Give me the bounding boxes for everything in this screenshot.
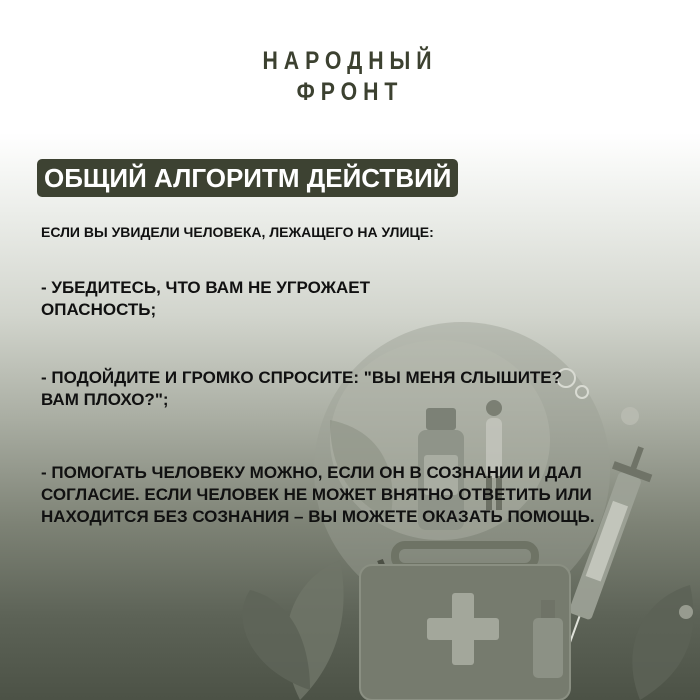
page-title: ОБЩИЙ АЛГОРИТМ ДЕЙСТВИЙ: [37, 159, 458, 197]
brand-logo-line-2: ФРОНТ: [296, 78, 404, 106]
step-item: - УБЕДИТЕСЬ, ЧТО ВАМ НЕ УГРОЖАЕТ ОПАСНОСТЬ;: [41, 278, 370, 319]
step-item: - ПОМОГАТЬ ЧЕЛОВЕКУ МОЖНО, ЕСЛИ ОН В СОЗНАНИИ И ДАЛ СОГЛАСИЕ. ЕСЛИ ЧЕЛОВЕК НЕ МОЖЕТ ВНЯТНО ОТВЕТИТЬ ИЛИ НАХОДИТСЯ БЕЗ СОЗНАНИЯ – ВЫ МОЖЕТЕ ОКАЗАТЬ ПОМОЩЬ.: [41, 463, 595, 526]
brand-logo-line-1: НАРОДНЫЙ: [262, 47, 438, 75]
intro-text: ЕСЛИ ВЫ УВИДЕЛИ ЧЕЛОВЕКА, ЛЕЖАЩЕГО НА УЛИЦЕ:: [41, 224, 434, 240]
step-item: - ПОДОЙДИТЕ И ГРОМКО СПРОСИТЕ: "ВЫ МЕНЯ СЛЫШИТЕ? ВАМ ПЛОХО?";: [41, 368, 563, 409]
